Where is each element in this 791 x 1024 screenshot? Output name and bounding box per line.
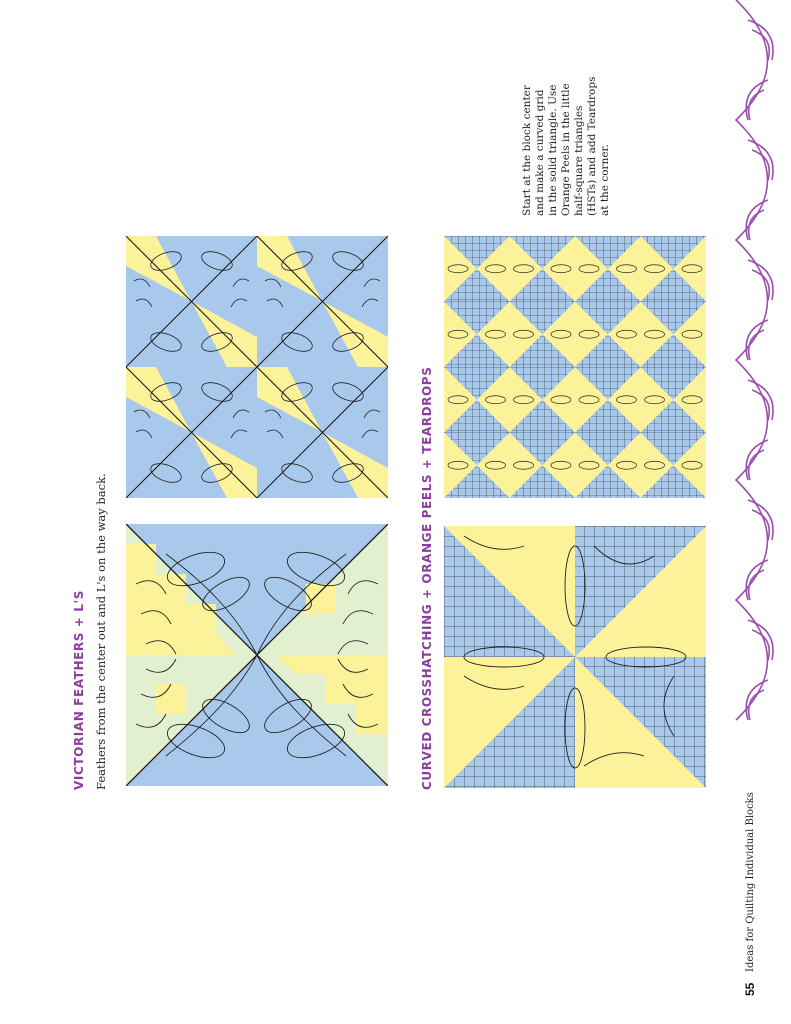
quilt-block-curved-crosshatching-grid xyxy=(444,236,706,498)
quilt-block-curved-crosshatching xyxy=(444,526,706,788)
section-title-curved-crosshatching: CURVED CROSSHATCHING + ORANGE PEELS + TEARDROPS xyxy=(420,366,434,790)
note-line: Start at the block center xyxy=(521,85,533,216)
section-subtitle-victorian-feathers: Feathers from the center out and L's on the way back. xyxy=(94,473,108,790)
quilt-block-victorian-feathers-grid xyxy=(126,236,388,498)
quilt-block-victorian-feathers xyxy=(126,524,388,786)
note-line: and make a curved grid xyxy=(534,89,546,216)
note-line: Orange Peels in the little xyxy=(560,83,572,216)
instruction-note xyxy=(521,77,612,216)
note-line: at the corner. xyxy=(599,144,611,216)
section-title-victorian-feathers: VICTORIAN FEATHERS + L'S xyxy=(72,590,86,790)
purple-vine-border-icon xyxy=(728,0,790,764)
page-number: 55 xyxy=(743,982,757,996)
note-line: in the solid triangle. Use xyxy=(547,84,559,216)
note-line: (HSTs) and add Teardrops xyxy=(586,76,598,216)
note-line: half-square triangles xyxy=(573,105,585,216)
running-title: Ideas for Quilting Individual Blocks xyxy=(745,792,756,972)
